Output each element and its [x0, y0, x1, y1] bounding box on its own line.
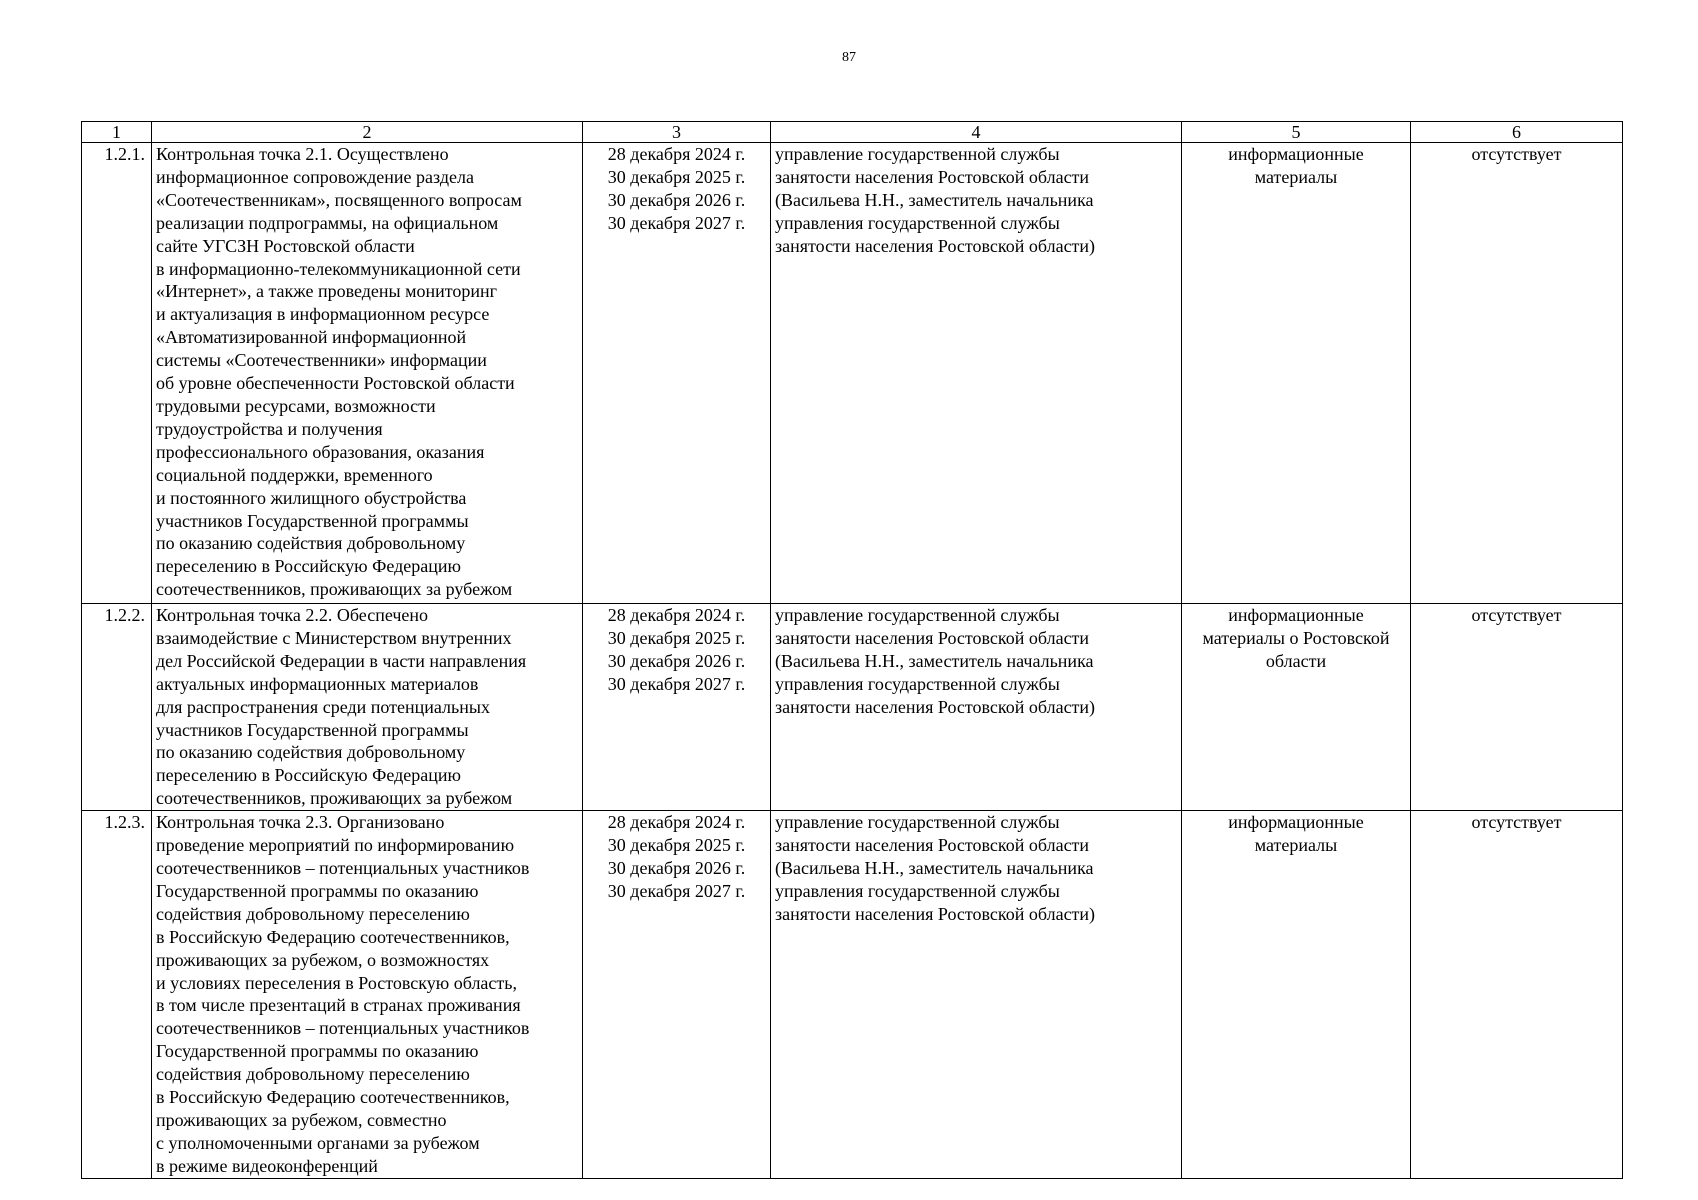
text-line: и условиях переселения в Ростовскую область,: [156, 972, 517, 993]
text-line: управление государственной службы: [775, 144, 1060, 164]
table-row: [82, 604, 1623, 811]
text-line: соотечественников – потенциальных участников: [156, 1018, 530, 1039]
text-line: и постоянного жилищного обустройства: [156, 487, 467, 508]
text-line: 28 декабря 2024 г.: [607, 144, 746, 164]
row-number: 1.2.1.: [82, 143, 152, 604]
responsible-executor: [771, 604, 1182, 811]
text-line: области: [1265, 650, 1327, 671]
text-line: переселению в Российскую Федерацию: [156, 765, 461, 786]
column-header-4: 4: [771, 122, 1182, 143]
text-line: проживающих за рубежом, о возможностях: [156, 949, 490, 970]
text-line: об уровне обеспеченности Ростовской области: [156, 373, 515, 394]
text-line: соотечественников, проживающих за рубежом: [156, 579, 513, 600]
text-line: 30 декабря 2027 г.: [607, 673, 746, 694]
text-line: «Интернет», а также проведены мониторинг: [156, 281, 498, 302]
text-line: Контрольная точка 2.2. Обеспечено: [156, 605, 429, 625]
text-line: занятости населения Ростовской области: [775, 627, 1090, 648]
text-line: «Соотечественникам», посвященного вопросам: [156, 189, 522, 210]
text-line: Государственной программы по оказанию: [156, 1041, 479, 1062]
text-line: соотечественников, проживающих за рубежом: [156, 788, 513, 809]
control-point-description: [152, 143, 583, 604]
text-line: управление государственной службы: [775, 605, 1060, 625]
text-line: сайте УГСЗН Ростовской области: [156, 235, 415, 256]
text-line: информационные: [1228, 812, 1364, 833]
risk-status: отсутствует: [1411, 604, 1623, 811]
text-line: 30 декабря 2027 г.: [607, 212, 746, 233]
text-line: 30 декабря 2025 г.: [607, 627, 746, 648]
risk-status: отсутствует: [1411, 811, 1623, 1179]
text-line: (Васильева Н.Н., заместитель начальника: [775, 189, 1094, 210]
text-line: 30 декабря 2025 г.: [607, 835, 746, 856]
deadline-dates: [583, 143, 771, 604]
text-line: информационные: [1228, 144, 1364, 164]
text-line: для распространения среди потенциальных: [156, 696, 490, 717]
control-point-description: [152, 811, 583, 1179]
result-type: [1182, 604, 1411, 811]
text-line: профессионального образования, оказания: [156, 441, 485, 462]
text-line: и актуализация в информационном ресурсе: [156, 304, 490, 325]
table-header-row: [82, 122, 1623, 143]
text-line: «Автоматизированной информационной: [156, 327, 467, 348]
text-line: дел Российской Федерации в части направления: [156, 650, 527, 671]
text-line: социальной поддержки, временного: [156, 464, 433, 485]
control-point-description: [152, 604, 583, 811]
text-line: управления государственной службы: [775, 673, 1060, 694]
text-line: проживающих за рубежом, совместно: [156, 1109, 447, 1130]
column-header-3: 3: [583, 122, 771, 143]
text-line: в режиме видеоконференций: [156, 1155, 378, 1176]
text-line: в Российскую Федерацию соотечественников,: [156, 1087, 510, 1108]
column-header-1: 1: [82, 122, 152, 143]
text-line: 30 декабря 2025 г.: [607, 166, 746, 187]
text-line: проведение мероприятий по информированию: [156, 835, 515, 856]
text-line: содействия добровольному переселению: [156, 903, 470, 924]
text-line: в Российскую Федерацию соотечественников,: [156, 926, 510, 947]
responsible-executor: [771, 811, 1182, 1179]
risk-status: отсутствует: [1411, 143, 1623, 604]
text-line: Государственной программы по оказанию: [156, 880, 479, 901]
responsible-executor: [771, 143, 1182, 604]
deadline-dates: [583, 604, 771, 811]
text-line: Контрольная точка 2.3. Организовано: [156, 812, 445, 833]
text-line: 28 декабря 2024 г.: [607, 605, 746, 625]
text-line: в том числе презентаций в странах проживания: [156, 995, 521, 1016]
text-line: актуальных информационных материалов: [156, 673, 479, 694]
text-line: взаимодействие с Министерством внутренних: [156, 627, 512, 648]
text-line: управление государственной службы: [775, 812, 1060, 833]
text-line: трудовыми ресурсами, возможности: [156, 395, 436, 416]
row-number: 1.2.2.: [82, 604, 152, 811]
text-line: переселению в Российскую Федерацию: [156, 556, 461, 577]
text-line: 30 декабря 2026 г.: [607, 189, 746, 210]
text-line: 30 декабря 2027 г.: [607, 880, 746, 901]
text-line: в информационно-телекоммуникационной сети: [156, 258, 521, 279]
column-header-5: 5: [1182, 122, 1411, 143]
text-line: системы «Соотечественники» информации: [156, 350, 487, 371]
text-line: материалы: [1254, 835, 1338, 856]
text-line: трудоустройства и получения: [156, 418, 383, 439]
deadline-dates: [583, 811, 771, 1179]
text-line: реализации подпрограммы, на официальном: [156, 212, 499, 233]
text-line: участников Государственной программы: [156, 510, 469, 531]
text-line: с уполномоченными органами за рубежом: [156, 1132, 480, 1153]
text-line: информационные: [1228, 605, 1364, 625]
text-line: 30 декабря 2026 г.: [607, 650, 746, 671]
text-line: содействия добровольному переселению: [156, 1064, 470, 1085]
table-row: [82, 143, 1623, 604]
result-type: [1182, 143, 1411, 604]
text-line: материалы: [1254, 166, 1338, 187]
text-line: материалы о Ростовской: [1202, 627, 1390, 648]
text-line: 28 декабря 2024 г.: [607, 812, 746, 833]
text-line: участников Государственной программы: [156, 719, 469, 740]
control-points-table: [81, 121, 1623, 1179]
text-line: (Васильева Н.Н., заместитель начальника: [775, 857, 1094, 878]
text-line: по оказанию содействия добровольному: [156, 533, 466, 554]
table-row: [82, 811, 1623, 1179]
text-line: занятости населения Ростовской области): [775, 903, 1096, 924]
text-line: занятости населения Ростовской области: [775, 166, 1090, 187]
text-line: 30 декабря 2026 г.: [607, 857, 746, 878]
text-line: занятости населения Ростовской области): [775, 235, 1096, 256]
text-line: занятости населения Ростовской области): [775, 696, 1096, 717]
text-line: соотечественников – потенциальных участников: [156, 857, 530, 878]
text-line: (Васильева Н.Н., заместитель начальника: [775, 650, 1094, 671]
text-line: по оказанию содействия добровольному: [156, 742, 466, 763]
text-line: занятости населения Ростовской области: [775, 835, 1090, 856]
text-line: управления государственной службы: [775, 880, 1060, 901]
text-line: информационное сопровождение раздела: [156, 166, 474, 187]
row-number: 1.2.3.: [82, 811, 152, 1179]
text-line: Контрольная точка 2.1. Осуществлено: [156, 144, 449, 164]
text-line: управления государственной службы: [775, 212, 1060, 233]
result-type: [1182, 811, 1411, 1179]
page-number: 87: [842, 50, 856, 65]
column-header-2: 2: [152, 122, 583, 143]
column-header-6: 6: [1411, 122, 1623, 143]
